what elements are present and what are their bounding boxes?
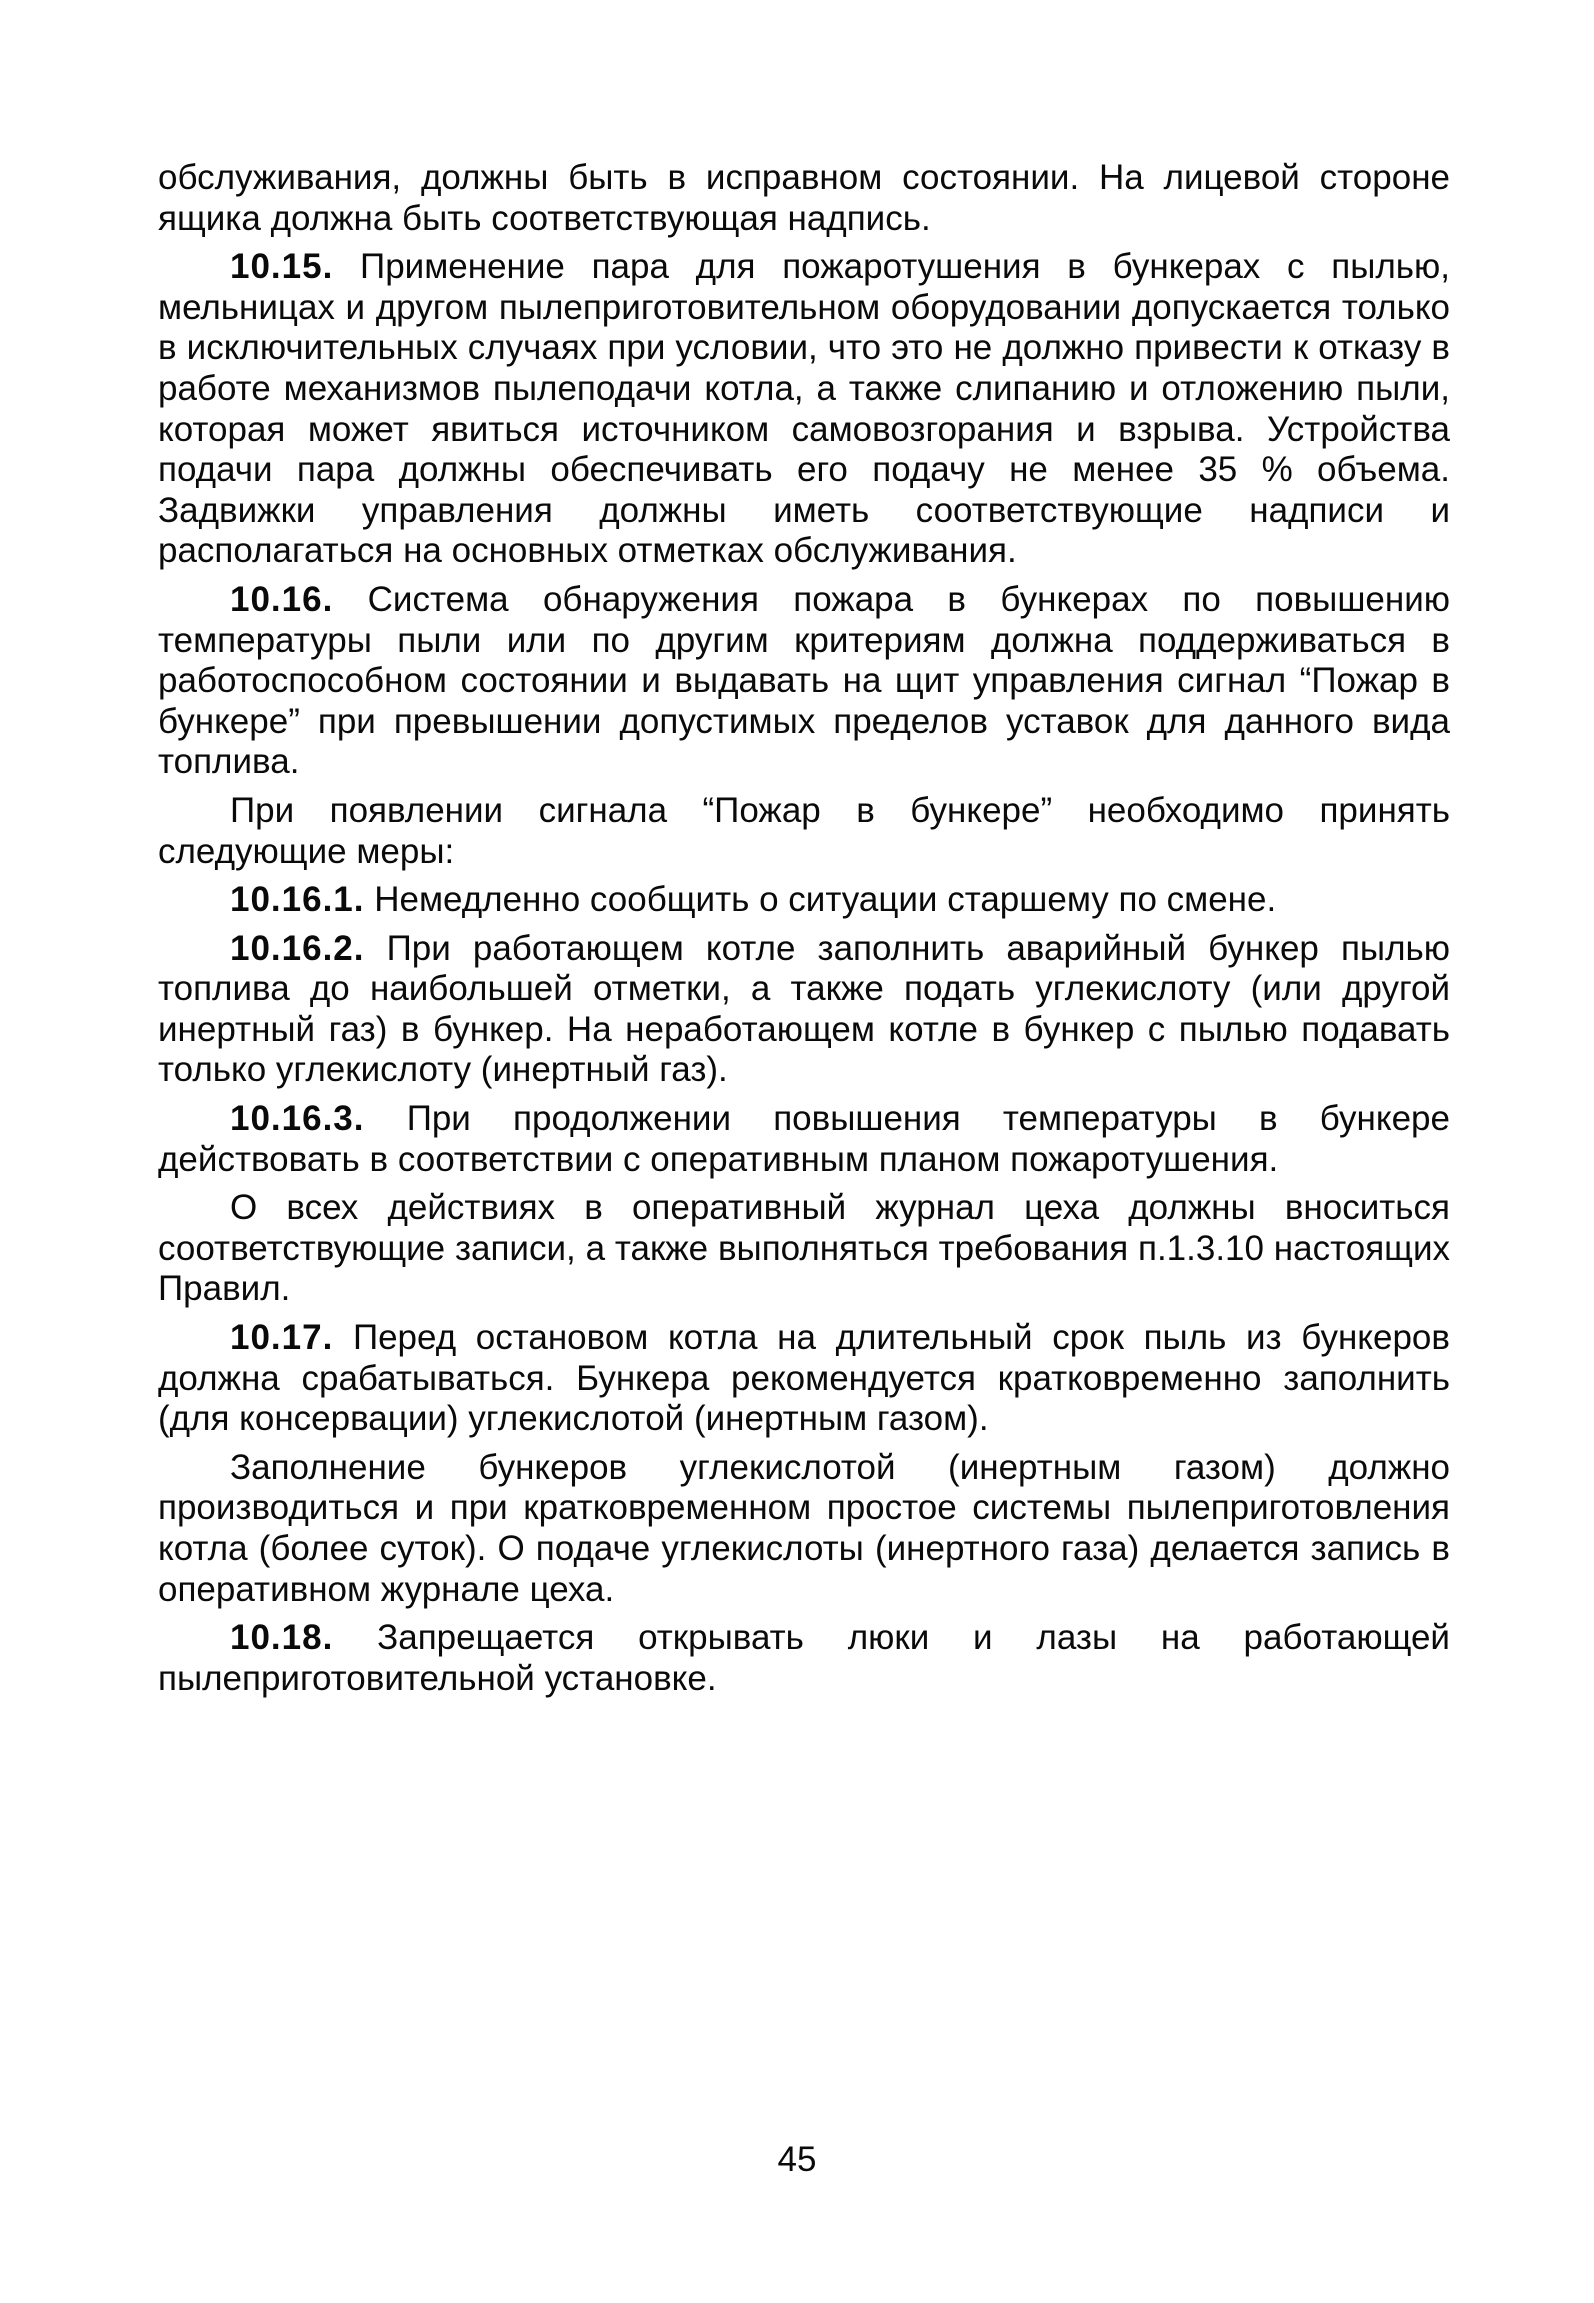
paragraph-text: Применение пара для пожаротушения в бункерах с пылью, мельницах и другом пылеприготовительном оборудовании допускается только в исключительных случаях при условии, что это не должно привести к отказу в работе механизмов пылеподачи котла, а также слипанию и отложению пыли, которая может явиться источником самовозгорания и взрыва. Устройства подачи пара должны обеспечивать его подачу не менее 35 % объема. Задвижки управления должны иметь соответствующие надписи и располагаться на основных отметках обслуживания. [158,247,1450,571]
paragraph-text: Немедленно сообщить о ситуации старшему по смене. [374,880,1277,920]
paragraph-10-16-1 [158,880,1450,921]
paragraph-text: Перед остановом котла на длительный срок пыль из бункеров должна срабатываться. Бункера рекомендуется кратковременно заполнить (для консервации) углекислотой (инертным газом). [158,1318,1450,1439]
paragraph-10-16-3 [158,1099,1450,1180]
paragraph-text: О всех действиях в оперативный журнал цеха должны вноситься соответствующие записи, а также выполняться требования п.1.3.10 настоящих Правил. [158,1188,1450,1309]
paragraph-journal-records [158,1188,1450,1310]
paragraph-text: Система обнаружения пожара в бункерах по повышению температуры пыли или по другим критериям должна поддерживаться в работоспособном состоянии и выдавать на щит управления сигнал “Пожар в бункере” при превышении допустимых пределов уставок для данного вида топлива. [158,579,1450,782]
paragraph-continuation [158,158,1450,239]
paragraph-text: обслуживания, должны быть в исправном состоянии. На лицевой стороне ящика должна быть соответствующая надпись. [158,158,1450,238]
paragraph-text: При продолжении повышения температуры в бункере действовать в соответствии с оперативным планом пожаротушения. [158,1099,1450,1179]
paragraph-10-16-2 [158,929,1450,1091]
paragraph-10-17 [158,1318,1450,1440]
document-body [158,158,1450,1699]
page-number: 45 [777,2140,817,2179]
paragraph-10-15 [158,247,1450,572]
paragraph-10-18 [158,1618,1450,1699]
section-number: 10.18. [230,1618,334,1658]
section-number: 10.16.1. [230,880,365,920]
paragraph-text: При появлении сигнала “Пожар в бункере” необходимо принять следующие меры: [158,790,1450,871]
paragraph-text: Заполнение бункеров углекислотой (инертным газом) должно производиться и при кратковременном простое системы пылеприготовления котла (более суток). О подаче углекислоты (инертного газа) делается запись в оперативном журнале цеха. [158,1447,1450,1609]
section-number: 10.16. [230,579,334,619]
section-number: 10.16.2. [230,928,365,968]
paragraph-text: Запрещается открывать люки и лазы на работающей пылеприготовительной установке. [158,1618,1450,1698]
paragraph-10-16 [158,580,1450,783]
section-number: 10.16.3. [230,1099,365,1139]
paragraph-filling-bunkers [158,1448,1450,1610]
paragraph-signal-measures [158,791,1450,872]
section-number: 10.17. [230,1318,334,1358]
section-number: 10.15. [230,247,334,287]
paragraph-text: При работающем котле заполнить аварийный бункер пылью топлива до наибольшей отметки, а также подать углекислоту (или другой инертный газ) в бункер. На неработающем котле в бункер с пылью подавать только углекислоту (инертный газ). [158,928,1450,1090]
